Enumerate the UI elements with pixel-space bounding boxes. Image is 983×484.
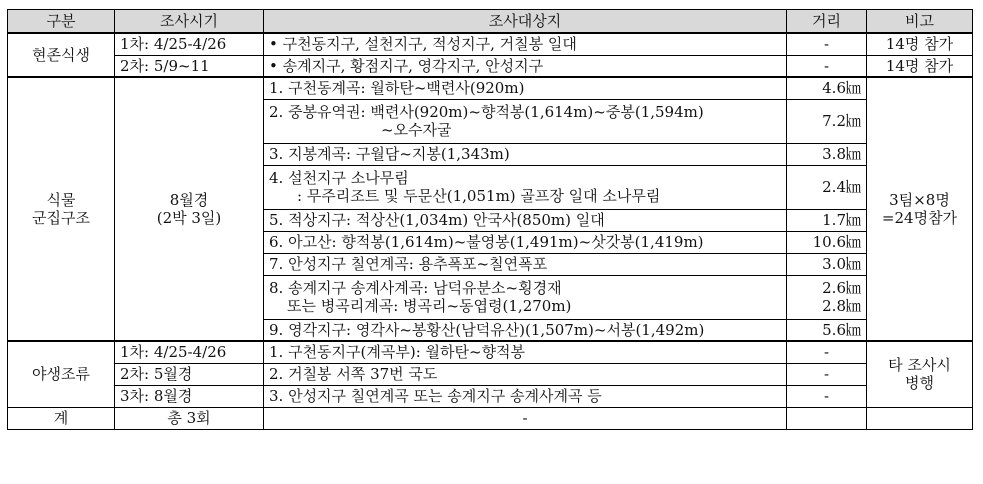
header-distance: 거리 [787, 10, 867, 34]
distance-cell: 7.2㎞ [787, 99, 867, 143]
period-cell: 2차: 5월경 [115, 363, 264, 385]
period-cell: 3차: 8월경 [115, 385, 264, 407]
category-vegetation: 현존식생 [8, 33, 115, 77]
table-row [8, 341, 973, 363]
note-cell: 14명 참가 [867, 55, 973, 77]
distance-cell: 1.7㎞ [787, 209, 867, 231]
period-cell: 2차: 5/9~11 [115, 55, 264, 77]
distance-cell: - [787, 55, 867, 77]
target-cell: 9. 영각지구: 영각사~봉황산(남덕유산)(1,507m)~서봉(1,492m) [264, 319, 787, 341]
distance-cell: 5.6㎞ [787, 319, 867, 341]
target-cell: • 구천동지구, 설천지구, 적성지구, 거칠봉 일대 [264, 33, 787, 55]
distance-value-alt: 2.8㎞ [822, 297, 861, 315]
target-cell: 2. 거칠봉 서쪽 37번 국도 [264, 363, 787, 385]
total-label: 계 [8, 407, 115, 429]
target-cell: 5. 적상지구: 적상산(1,034m) 안국사(850m) 일대 [264, 209, 787, 231]
category-label-line2: 군집구조 [32, 209, 90, 227]
distance-cell: 3.8㎞ [787, 143, 867, 165]
distance-cell: 10.6㎞ [787, 231, 867, 253]
target-continuation: ~오수자굴 [381, 121, 452, 139]
distance-cell: - [787, 363, 867, 385]
target-text: 4. 설천지구 소나무림 [269, 169, 409, 187]
category-plant-community [8, 77, 115, 341]
note-line1: 타 조사시 [888, 356, 951, 375]
target-cell: 3. 지봉계곡: 구월담~지봉(1,343m) [264, 143, 787, 165]
target-cell: 3. 안성지구 칠연계곡 또는 송계지구 송계사계곡 등 [264, 385, 787, 407]
total-note [867, 407, 973, 429]
target-text: 2. 중봉유역권: 백련사(920m)~향적봉(1,614m)~중봉(1,594m) [269, 103, 704, 121]
target-continuation: 또는 병곡리계곡: 병곡리~동엽령(1,270m) [287, 297, 572, 315]
target-cell: 7. 안성지구 칠연계곡: 용추폭포~칠연폭포 [264, 253, 787, 275]
survey-table [7, 9, 973, 430]
table-row [8, 55, 973, 77]
distance-cell: 4.6㎞ [787, 77, 867, 99]
target-text: 8. 송계지구 송계사계곡: 남덕유분소~횡경재 [269, 279, 562, 297]
distance-cell: - [787, 33, 867, 55]
total-target: - [264, 407, 787, 429]
target-cell: 1. 구천동계곡: 월하탄~백련사(920m) [264, 77, 787, 99]
target-cell: 1. 구천동지구(계곡부): 월하탄~향적봉 [264, 341, 787, 363]
note-line2: 병행 [905, 374, 934, 393]
target-continuation: : 무주리조트 및 두문산(1,051m) 골프장 일대 소나무림 [297, 187, 661, 205]
target-cell: • 송계지구, 황점지구, 영각지구, 안성지구 [264, 55, 787, 77]
period-line1: 8월경 [169, 191, 209, 209]
header-row [8, 10, 973, 34]
target-cell [264, 275, 787, 319]
header-category: 구분 [8, 10, 115, 34]
category-birds: 야생조류 [8, 341, 115, 407]
note-plant-community [867, 77, 973, 341]
distance-cell: 2.4㎞ [787, 165, 867, 209]
table-row [8, 363, 973, 385]
note-cell: 14명 참가 [867, 33, 973, 55]
distance-cell: 3.0㎞ [787, 253, 867, 275]
period-plant-community [115, 77, 264, 341]
target-cell [264, 165, 787, 209]
header-target: 조사대상지 [264, 10, 787, 34]
period-cell: 1차: 4/25-4/26 [115, 33, 264, 55]
table-row [8, 385, 973, 407]
distance-cell: - [787, 341, 867, 363]
table-header [8, 10, 973, 34]
header-period: 조사시기 [115, 10, 264, 34]
period-cell: 1차: 4/25-4/26 [115, 341, 264, 363]
table-row [8, 77, 973, 99]
table-body [8, 33, 973, 429]
period-line2: (2박 3일) [156, 209, 222, 227]
distance-cell: - [787, 385, 867, 407]
category-label-line1: 식물 [46, 191, 76, 209]
target-cell: 6. 아고산: 향적봉(1,614m)~불영봉(1,491m)~삿갓봉(1,419m) [264, 231, 787, 253]
table-row [8, 33, 973, 55]
header-note: 비고 [867, 10, 973, 34]
total-period: 총 3회 [115, 407, 264, 429]
distance-cell [787, 275, 867, 319]
note-line2: =24명참가 [881, 209, 958, 227]
target-cell [264, 99, 787, 143]
note-birds [867, 341, 973, 407]
note-line1: 3팀×8명 [889, 191, 950, 209]
distance-value: 2.6㎞ [822, 279, 861, 297]
total-row [8, 407, 973, 429]
total-distance [787, 407, 867, 429]
